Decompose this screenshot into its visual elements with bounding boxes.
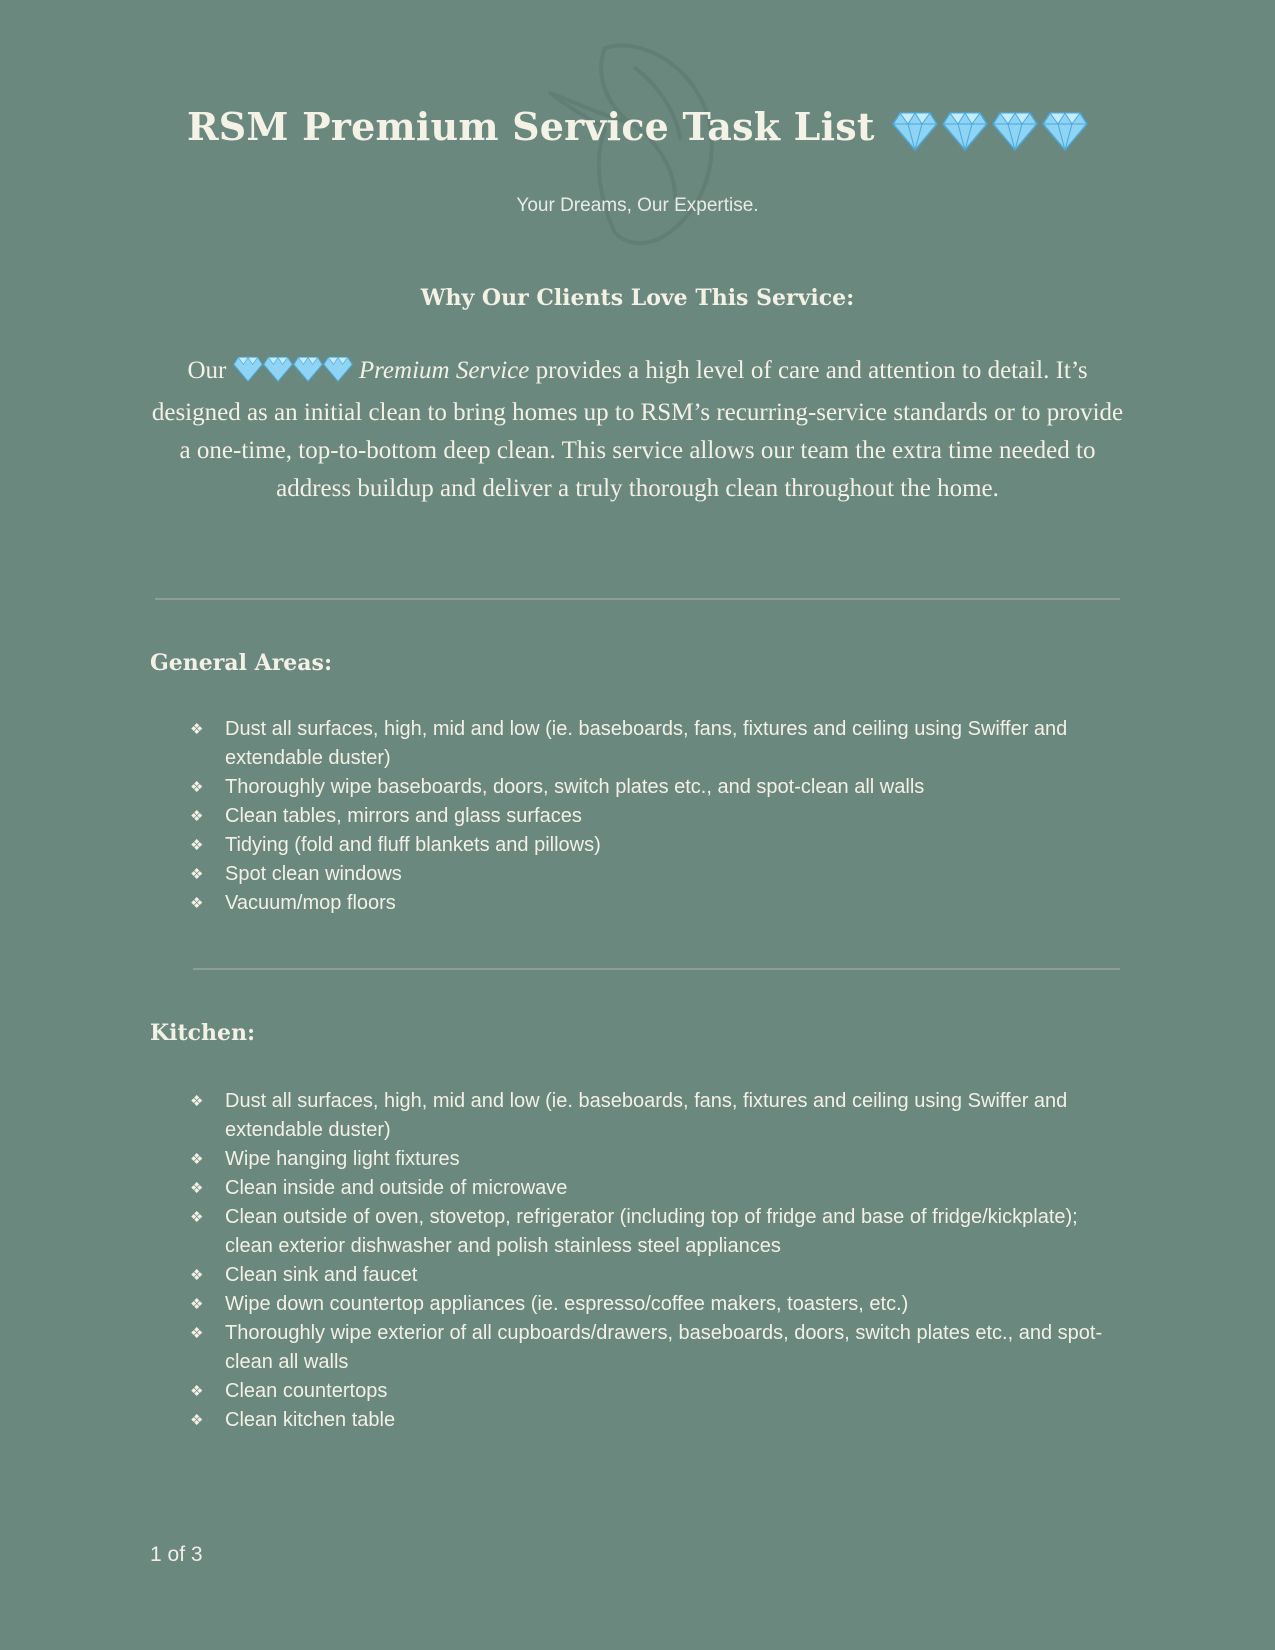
bullet-icon: ❖ [190, 895, 204, 912]
diamond-icon [293, 356, 323, 382]
bullet-icon: ❖ [190, 1093, 204, 1110]
diamond-icon [892, 111, 938, 151]
diamond-icon [1042, 111, 1088, 151]
bullet-icon: ❖ [190, 1267, 204, 1284]
divider [193, 968, 1120, 970]
diamond-icon [323, 356, 353, 382]
list-item: ❖ Clean tables, mirrors and glass surfaces [190, 802, 1110, 831]
intro-emphasis: Premium Service [358, 357, 530, 384]
section-heading-general-areas: General Areas: [150, 650, 333, 676]
task-list-kitchen [190, 1087, 1110, 1435]
list-item: ❖ Dust all surfaces, high, mid and low (ie. baseboards, fans, fixtures and ceiling using Swiffer and extendable duster) [190, 1087, 1110, 1145]
page-number: 1 of 3 [150, 1543, 203, 1566]
list-item: ❖ Thoroughly wipe exterior of all cupboards/drawers, baseboards, doors, switch plates etc., and spot-clean all walls [190, 1319, 1110, 1377]
list-item: ❖ Wipe down countertop appliances (ie. espresso/coffee makers, toasters, etc.) [190, 1290, 1110, 1319]
bullet-icon: ❖ [190, 1325, 204, 1342]
divider [155, 598, 1120, 600]
inline-gems [233, 356, 353, 394]
diamond-icon [233, 356, 263, 382]
bullet-icon: ❖ [190, 808, 204, 825]
bullet-icon: ❖ [190, 1180, 204, 1197]
list-item: ❖ Wipe hanging light fixtures [190, 1145, 1110, 1174]
list-item: ❖ Dust all surfaces, high, mid and low (ie. baseboards, fans, fixtures and ceiling using Swiffer and extendable duster) [190, 715, 1110, 773]
page-title [0, 104, 1275, 151]
page-title-text: RSM Premium Service Task List [186, 104, 875, 149]
bullet-icon: ❖ [190, 1383, 204, 1400]
intro-heading: Why Our Clients Love This Service: [420, 285, 855, 311]
bullet-icon: ❖ [190, 1151, 204, 1168]
list-item: ❖ Spot clean windows [190, 860, 1110, 889]
bullet-icon: ❖ [190, 837, 204, 854]
diamond-icon [263, 356, 293, 382]
list-item: ❖ Clean sink and faucet [190, 1261, 1110, 1290]
list-item: ❖ Tidying (fold and fluff blankets and pillows) [190, 831, 1110, 860]
list-item: ❖ Vacuum/mop floors [190, 889, 1110, 918]
diamond-icon [942, 111, 988, 151]
bullet-icon: ❖ [190, 866, 204, 883]
diamond-icon [992, 111, 1038, 151]
bullet-icon: ❖ [190, 1412, 204, 1429]
intro-text-before: Our [187, 357, 227, 384]
list-item: ❖ Thoroughly wipe baseboards, doors, switch plates etc., and spot-clean all walls [190, 773, 1110, 802]
intro-text-after: provides a high level of care and attention to detail. It’s designed as an initial clean to bring homes up to RSM’s recurring-service standards or to provide a one-time, top-to-bottom deep clean. This service allows our team the extra time needed to address buildup and deliver a truly thorough clean throughout the home. [151, 357, 1124, 502]
bullet-icon: ❖ [190, 1296, 204, 1313]
bullet-icon: ❖ [190, 721, 204, 738]
list-item: ❖ Clean kitchen table [190, 1406, 1110, 1435]
intro-paragraph [150, 352, 1125, 508]
task-list-general-areas [190, 715, 1110, 918]
section-heading-kitchen: Kitchen: [150, 1020, 256, 1046]
list-item: ❖ Clean outside of oven, stovetop, refrigerator (including top of fridge and base of fridge/kickplate); clean exterior dishwasher and polish stainless steel appliances [190, 1203, 1110, 1261]
bullet-icon: ❖ [190, 779, 204, 796]
list-item: ❖ Clean inside and outside of microwave [190, 1174, 1110, 1203]
tagline: Your Dreams, Our Expertise. [516, 195, 759, 216]
bullet-icon: ❖ [190, 1209, 204, 1226]
list-item: ❖ Clean countertops [190, 1377, 1110, 1406]
